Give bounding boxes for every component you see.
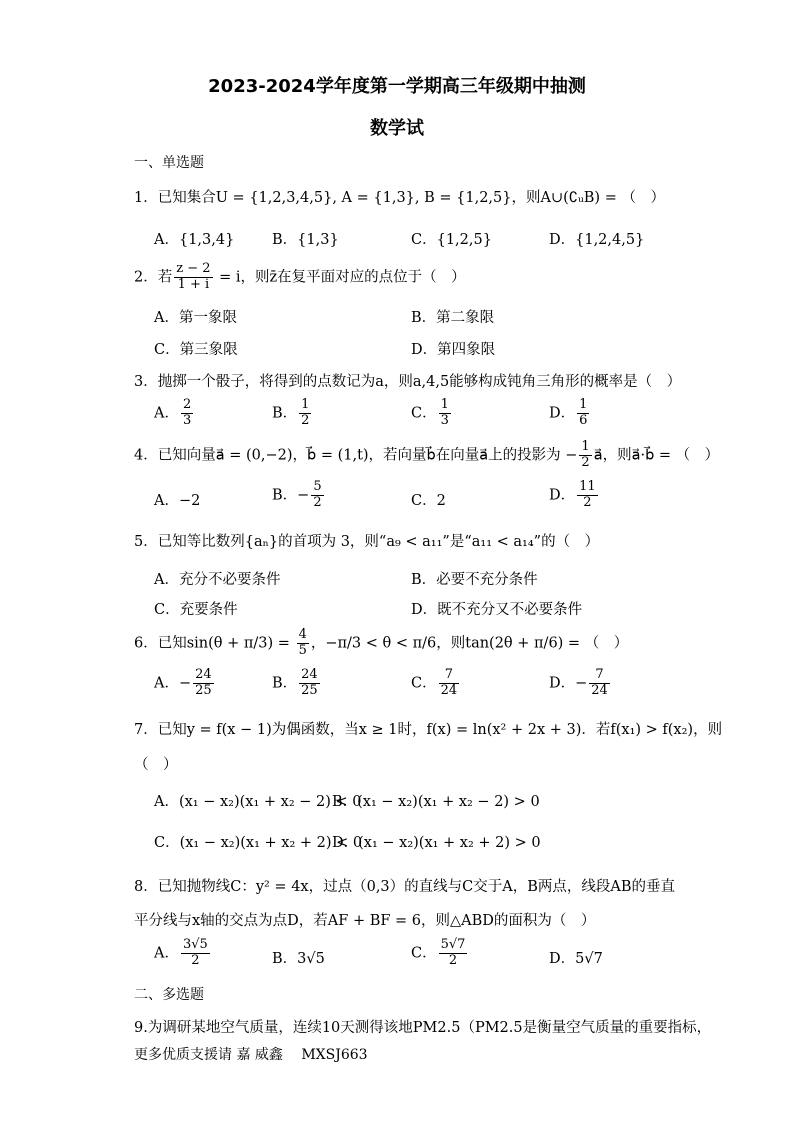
page-subtitle: 数学试: [370, 118, 424, 139]
q7-option-b: B．(x₁ − x₂)(x₁ + x₂ − 2) > 0: [332, 794, 540, 810]
q1-option-a: A．{1,3,4}: [154, 232, 235, 248]
section-multi-choice: 二、多选题: [134, 987, 204, 1003]
q8-option-c: C． $\frac{5√7}{2}$: [411, 937, 466, 968]
q6-option-a: A．− $\frac{24}{25}$: [154, 667, 212, 698]
q7-option-c: C．(x₁ − x₂)(x₁ + x₂ + 2) < 0: [154, 835, 363, 851]
page-title: 2023-2024学年度第一学期高三年级期中抽测: [208, 76, 586, 97]
q4-option-d: D． $\frac{11}{2}$: [549, 479, 596, 510]
q5-option-a: A．充分不必要条件: [154, 572, 281, 588]
q8-option-b: B．3√5: [272, 951, 325, 967]
q2-fraction: $\frac{z - 2}{1 + i}$: [176, 261, 211, 292]
q6-option-c: C． $\frac{7}{24}$: [411, 667, 458, 698]
question-8-cont: 平分线与x轴的交点为点D，若AF + BF = 6，则△ABD的面积为（ ）: [134, 913, 596, 929]
q8-option-a: A． $\frac{3√5}{2}$: [154, 937, 208, 968]
footer-note: 更多优质支援请 嘉 威鑫 MXSJ663: [134, 1047, 368, 1063]
question-6: 6．已知sin(θ + π/3) = $\frac{4}{5}$ ，−π/3 < θ < π/6，则tan(2θ + π/6) = （ ）: [134, 627, 629, 658]
question-5: 5．已知等比数列{aₙ}的首项为 3，则“a₉ < a₁₁”是“a₁₁ < a₁₄”的（ ）: [134, 534, 600, 550]
q6-option-d: D．− $\frac{7}{24}$: [549, 667, 608, 698]
q3-option-a: A． $\frac{2}{3}$: [154, 397, 192, 428]
q3-option-b: B． $\frac{1}{2}$: [272, 397, 310, 428]
question-4: 4．已知向量a⃗ = (0,−2)，b⃗ = (1,t)，若向量b⃗在向量a⃗上的投影为 − $\frac{1}{2}$ a⃗，则a⃗·b⃗ = （ ）: [134, 439, 720, 470]
q2-option-c: C．第三象限: [154, 342, 238, 358]
q6-option-b: B． $\frac{24}{25}$: [272, 667, 318, 698]
question-7: 7．已知y = f(x − 1)为偶函数，当x ≥ 1时，f(x) = ln(x² + 2x + 3)．若f(x₁) > f(x₂)，则: [134, 722, 723, 738]
question-3: 3．抛掷一个骰子，将得到的点数记为a，则a,4,5能够构成钝角三角形的概率是（ ）: [134, 374, 682, 390]
q2-option-a: A．第一象限: [154, 310, 237, 326]
q7-option-d: D．(x₁ − x₂)(x₁ + x₂ + 2) > 0: [332, 835, 541, 851]
q4-option-c: C．2: [411, 493, 446, 509]
q5-option-b: B．必要不充分条件: [411, 572, 538, 588]
question-9: 9.为调研某地空气质量，连续10天测得该地PM2.5（PM2.5是衡量空气质量的重要指标，: [134, 1020, 712, 1036]
q2-option-b: B．第二象限: [411, 310, 495, 326]
q7-option-a: A．(x₁ − x₂)(x₁ + x₂ − 2) < 0: [154, 794, 362, 810]
question-8: 8．已知抛物线C：y² = 4x，过点（0,3）的直线与C交于A，B两点，线段AB的垂直: [134, 879, 676, 895]
q5-option-d: D．既不充分又不必要条件: [411, 602, 583, 618]
question-7-cont: （ ）: [134, 757, 178, 773]
q5-option-c: C．充要条件: [154, 602, 238, 618]
q4-option-a: A．−2: [154, 493, 201, 509]
q8-option-d: D．5√7: [549, 951, 603, 967]
question-1: 1．已知集合U = {1,2,3,4,5}, A = {1,3}, B = {1,2,5}，则A∪(∁ᵤB) = （ ）: [134, 190, 665, 206]
q2-option-d: D．第四象限: [411, 342, 496, 358]
q3-option-c: C． $\frac{1}{3}$: [411, 397, 449, 428]
section-single-choice: 一、单选题: [134, 155, 204, 171]
q1-option-c: C．{1,2,5}: [411, 232, 492, 248]
q2-post: = i，则z̄在复平面对应的点位于（ ）: [214, 269, 466, 286]
q3-option-d: D． $\frac{1}{6}$: [549, 397, 588, 428]
q2-pre: 2．若: [134, 269, 173, 286]
q1-option-d: D．{1,2,4,5}: [549, 232, 645, 248]
q1-option-b: B．{1,3}: [272, 232, 339, 248]
question-2: [134, 262, 466, 293]
q4-option-b: B．− $\frac{5}{2}$: [272, 479, 322, 510]
